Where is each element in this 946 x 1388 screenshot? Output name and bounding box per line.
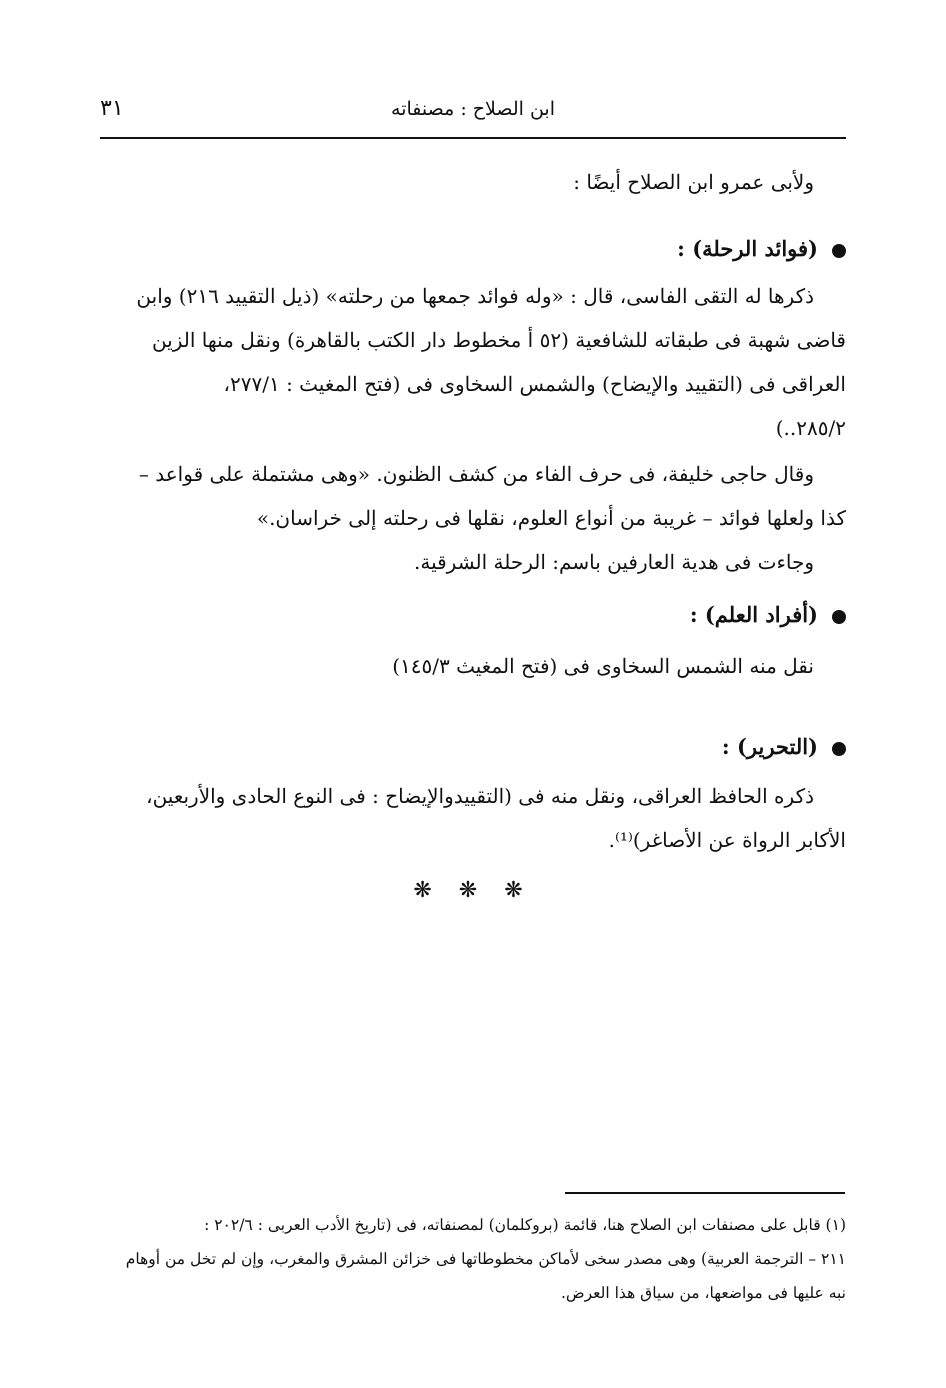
section-heading-afrad-ilm: (أفراد العلم) : [690,602,846,627]
text-line: ٢٨٥/٢..) [775,416,846,440]
text-line: ذكره الحافظ العراقى، ونقل منه فى (التقييدوالإيضاح : فى النوع الحادى والأربعين، [146,784,814,808]
text-line: ذكرها له التقى الفاسى، قال : «وله فوائد جمعها من رحلته» (ذيل التقييد ٢١٦) وابن [136,284,814,308]
section-fawaid-rihla-paragraph-1 [100,274,846,450]
text-line: نقل منه الشمس السخاوى فى (فتح المغيث ١٤٥/٣) [392,654,814,678]
bullet-icon [832,244,846,258]
section-afrad-ilm-paragraph [100,644,814,688]
intro-line: ولأبى عمرو ابن الصلاح أيضًا : [573,170,814,194]
section-fawaid-rihla-paragraph-2 [100,452,846,584]
page-header [100,96,846,136]
section-separator: ❋ ❋ ❋ [413,878,533,903]
footnote-line: (١) قابل على مصنفات ابن الصلاح هنا، قائمة (بروكلمان) لمصنفاته، فى (تاريخ الأدب العربى : ٢٠٢/٦ : [204,1216,846,1234]
page-number: ٣١ [100,96,124,121]
footnote-line: نبه عليها فى مواضعها، من سياق هذا العرض. [560,1284,846,1302]
text-line: الأكابر الرواة عن الأصاغر)⁽¹⁾. [608,828,846,852]
footnote-rule [565,1192,845,1194]
text-line: كذا ولعلها فوائد – غريبة من أنواع العلوم، نقلها فى رحلته إلى خراسان.» [256,506,846,530]
header-rule [100,137,846,139]
text-line: وقال حاجى خليفة، فى حرف الفاء من كشف الظنون. «وهى مشتملة على قواعد – [138,462,814,486]
section-heading-tahrir: (التحرير) : [722,734,846,759]
section-heading-fawaid-rihla: (فوائد الرحلة) : [677,236,846,261]
text-line: قاضى شهبة فى طبقاته للشافعية (٥٢ أ مخطوط دار الكتب بالقاهرة) ونقل منها الزين [151,328,846,352]
running-title: ابن الصلاح : مصنفاته [391,98,555,120]
bullet-icon [832,610,846,624]
text-line: وجاءت فى هدية العارفين باسم: الرحلة الشرقية. [414,550,814,574]
bullet-icon [832,742,846,756]
section-tahrir-paragraph [100,774,846,862]
footnote [100,1208,846,1310]
text-line: العراقى فى (التقييد والإيضاح) والشمس السخاوى فى (فتح المغيث : ٢٧٧/١، [223,372,846,396]
footnote-line: ٢١١ – الترجمة العربية) وهى مصدر سخى لأماكن مخطوطاتها فى خزائن المشرق والمغرب، وإن لم تخل من أوهام [125,1250,846,1268]
